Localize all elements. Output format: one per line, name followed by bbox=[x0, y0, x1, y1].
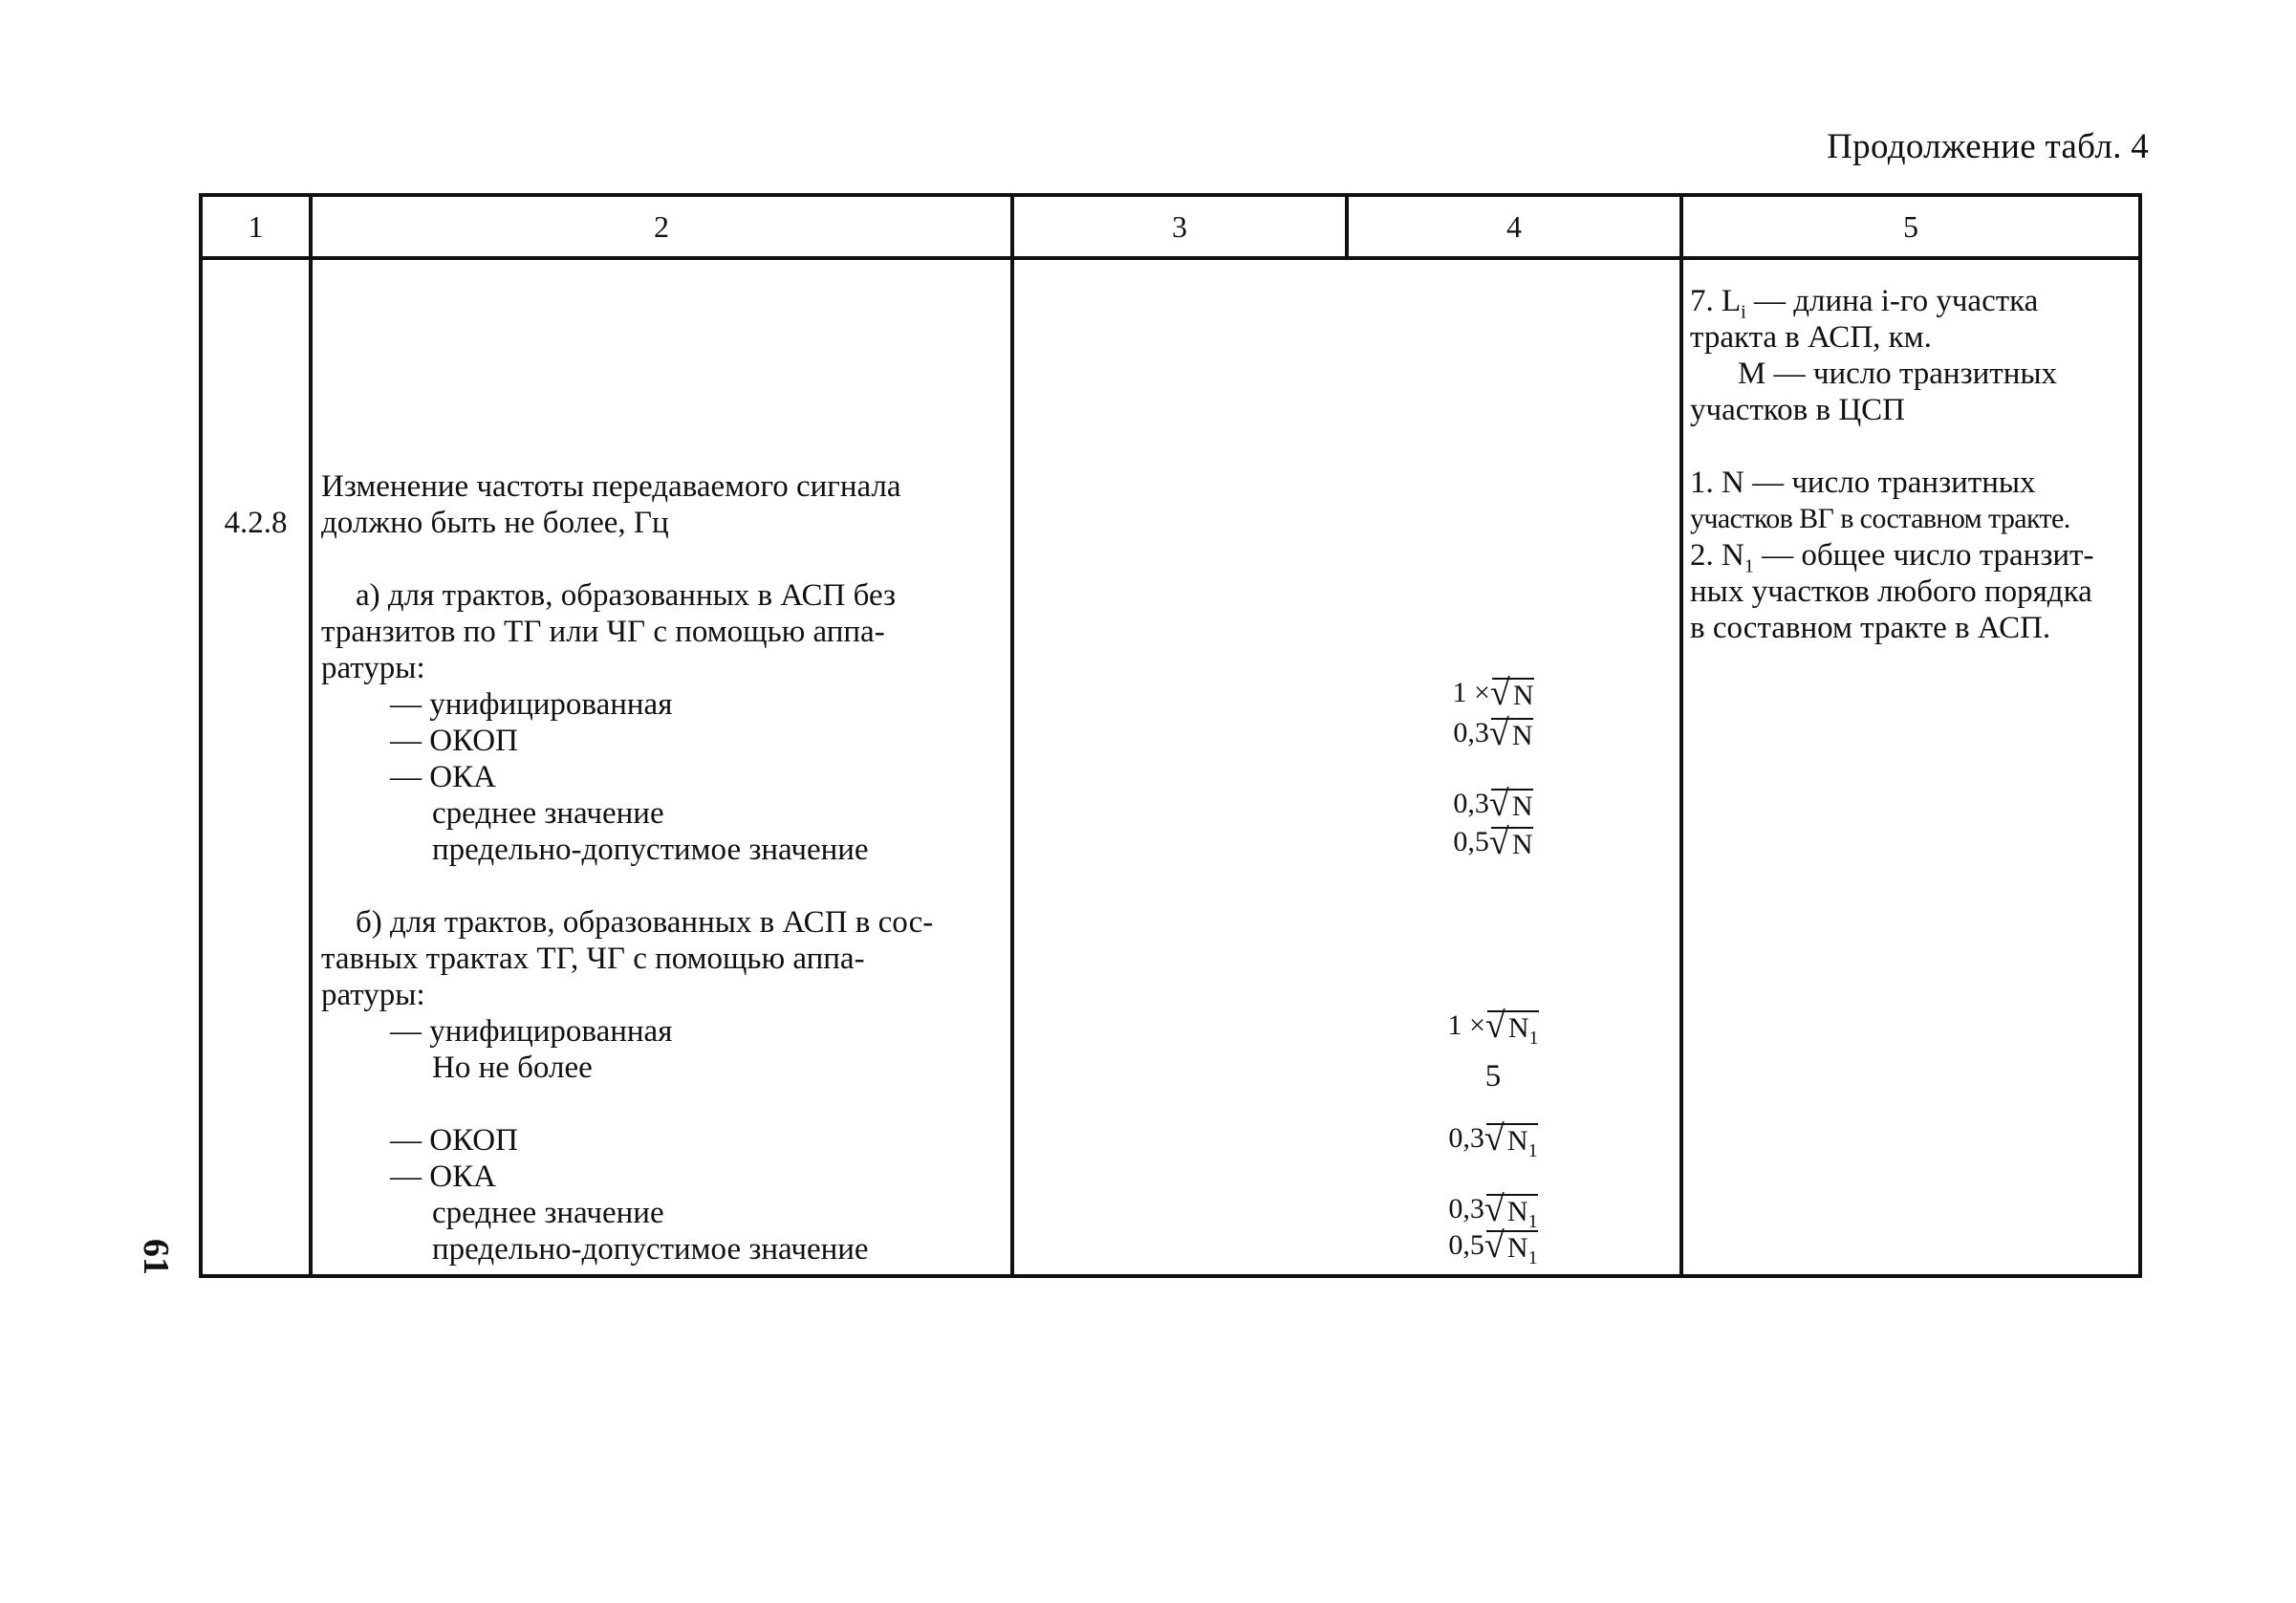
value-a-okop: 0,3√ N bbox=[1268, 717, 1718, 752]
notes-column bbox=[1690, 283, 2135, 646]
value-a-unified: 1 ×√ N bbox=[1268, 677, 1718, 712]
case-b-item-1: — унифицированная bbox=[390, 1014, 673, 1049]
case-a-item-3: — ОКА bbox=[390, 760, 496, 794]
header-col-5: 5 bbox=[1903, 209, 1918, 244]
note-m-line-1: М — число транзитных bbox=[1738, 357, 2058, 391]
value-a-oka-mean: 0,3√ N bbox=[1268, 788, 1718, 823]
note-2-line-2: ных участков любого порядка bbox=[1690, 574, 2092, 609]
title-line-2: должно быть не более, Гц bbox=[321, 506, 669, 540]
item-number: 4.2.8 bbox=[224, 506, 288, 540]
note-1-line-1: 1. N — число транзитных bbox=[1690, 466, 2036, 500]
requirement-text bbox=[321, 468, 1002, 1267]
header-col-1: 1 bbox=[248, 209, 264, 244]
col-divider-1 bbox=[309, 197, 313, 1274]
case-b-item-5: среднее значение bbox=[432, 1196, 664, 1230]
header-col-3: 3 bbox=[1172, 209, 1187, 244]
case-a-line-3: ратуры: bbox=[321, 651, 425, 685]
case-a-line-1: а) для трактов, образованных в АСП без bbox=[356, 578, 897, 613]
value-b-max: 5 bbox=[1484, 1059, 1502, 1094]
case-b-item-4: — ОКА bbox=[390, 1159, 496, 1194]
value-a-oka-limit: 0,5√ N bbox=[1268, 826, 1718, 861]
note-1-line-2: участков ВГ в составном тракте. bbox=[1690, 503, 2070, 534]
value-b-okop: 0,3√ $N_1$ bbox=[1268, 1122, 1718, 1158]
header-col-2: 2 bbox=[654, 209, 669, 244]
case-a-item-2: — ОКОП bbox=[390, 724, 518, 758]
case-a-item-4: среднее значение bbox=[432, 796, 664, 831]
case-b-line-2: тавных трактах ТГ, ЧГ с помощью аппа- bbox=[321, 942, 865, 976]
case-b-line-3: ратуры: bbox=[321, 978, 425, 1012]
spec-table bbox=[199, 193, 2142, 1278]
value-b-oka-mean: 0,3√ $N_1$ bbox=[1268, 1193, 1718, 1228]
case-b-line-1: б) для трактов, образованных в АСП в сос- bbox=[356, 905, 934, 940]
table-caption: Продолжение табл. 4 bbox=[1827, 127, 2149, 166]
value-b-unified: 1 ×√ $N_1$ bbox=[1268, 1009, 1718, 1045]
note-2-line-3: в составном тракте в АСП. bbox=[1690, 611, 2051, 645]
page-number: 61 bbox=[136, 1239, 176, 1275]
values-column bbox=[1268, 197, 1718, 1277]
note-m-line-2: участков в ЦСП bbox=[1690, 393, 1906, 427]
header-col-4: 4 bbox=[1506, 209, 1522, 244]
case-b-item-3: — ОКОП bbox=[390, 1123, 518, 1158]
col-divider-2 bbox=[1010, 197, 1014, 1274]
case-a-item-1: — унифицированная bbox=[390, 687, 673, 722]
value-b-oka-limit: 0,5√ $N_1$ bbox=[1268, 1229, 1718, 1265]
case-b-item-6: предельно-допустимое значение bbox=[432, 1232, 869, 1267]
note-7-line-1: 7. $L_i$ — длина i-го участка bbox=[1690, 284, 2039, 323]
note-7-line-2: тракта в АСП, км. bbox=[1690, 320, 1932, 355]
header-divider bbox=[203, 256, 2138, 260]
case-a-line-2: транзитов по ТГ или ЧГ с помощью аппа- bbox=[321, 615, 885, 649]
case-b-item-2: Но не более bbox=[432, 1051, 593, 1085]
case-a-item-5: предельно-допустимое значение bbox=[432, 833, 869, 867]
title-line-1: Изменение частоты передаваемого сигнала bbox=[321, 469, 901, 504]
note-2-line-1: 2. $N_1$ — общее число транзит- bbox=[1690, 538, 2094, 577]
